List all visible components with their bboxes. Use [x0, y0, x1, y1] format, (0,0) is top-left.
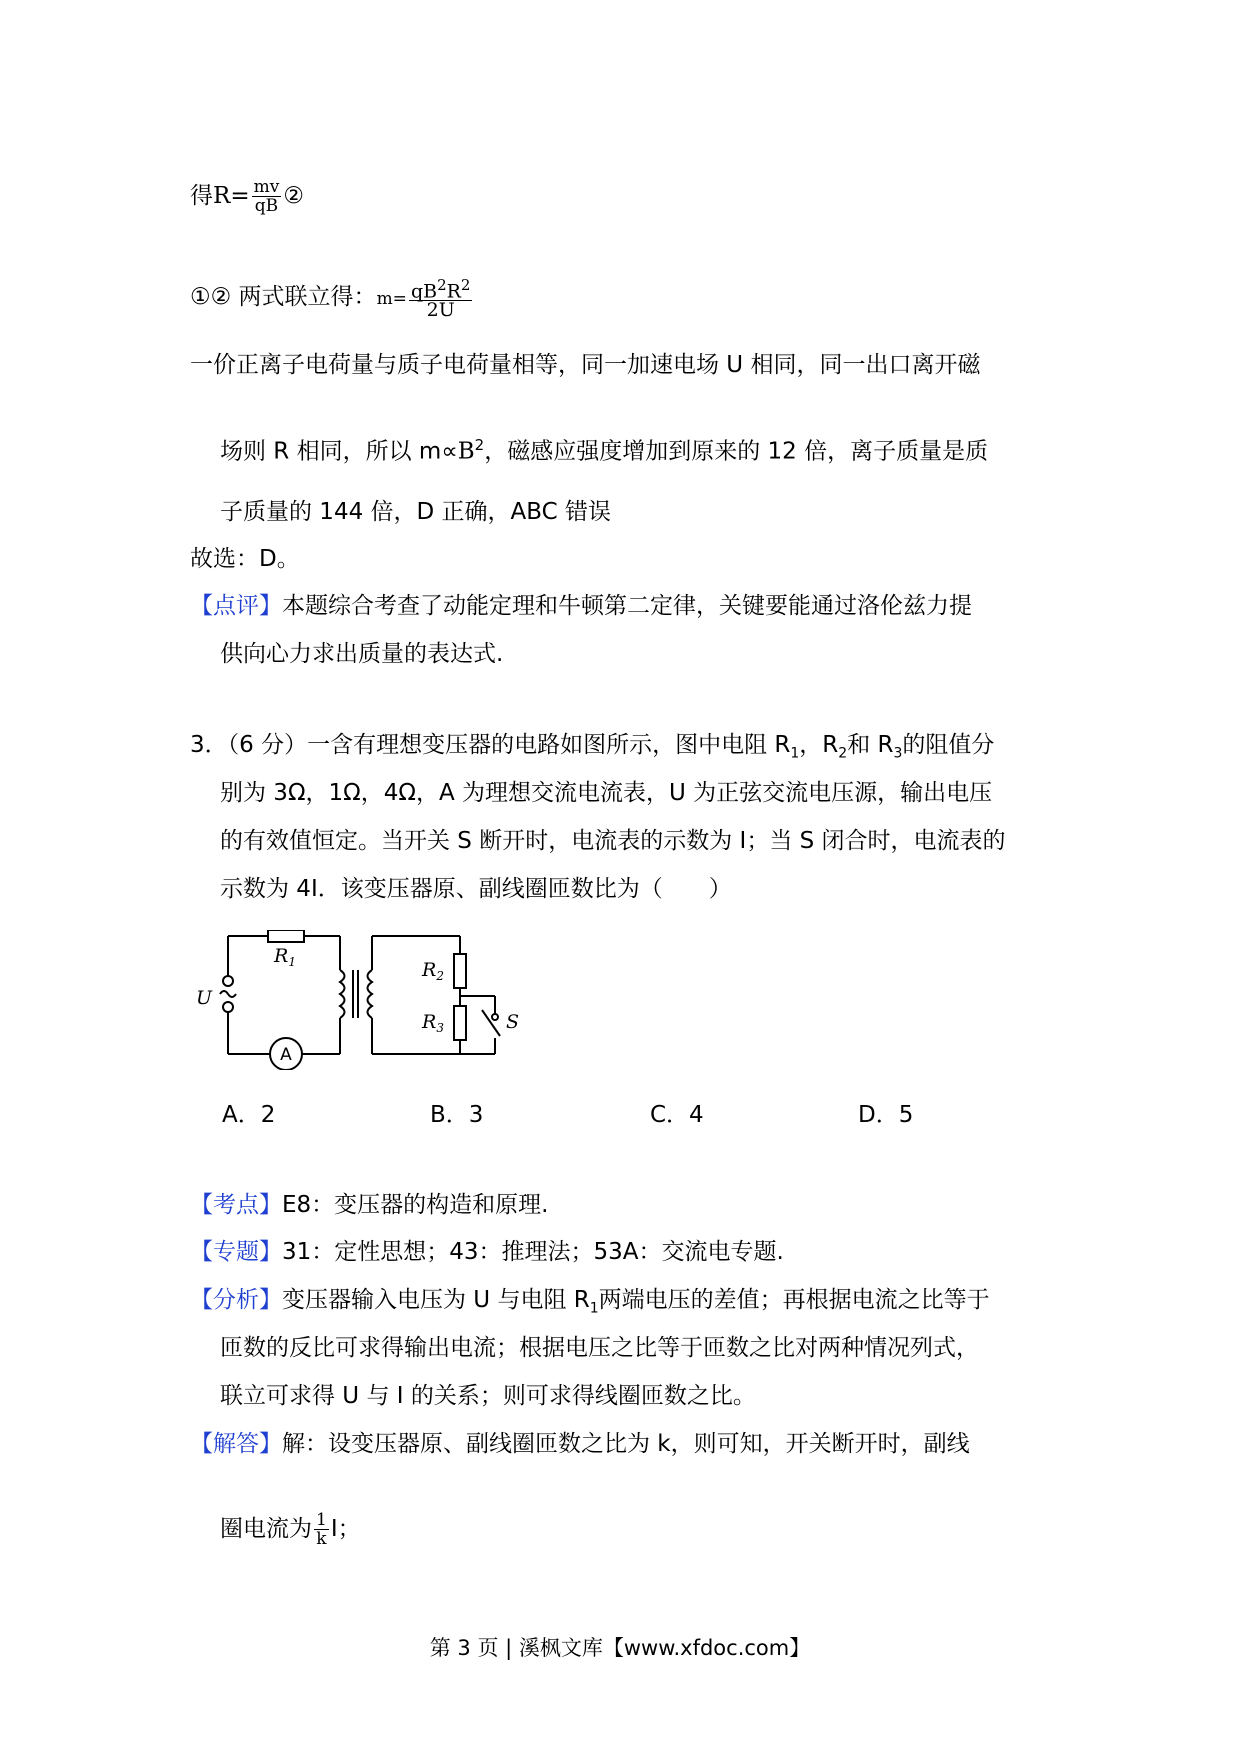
- r2-label: $R_2$: [422, 959, 444, 983]
- fraction: [409, 276, 473, 322]
- analysis-line-2: 匝数的反比可求得输出电流；根据电压之比等于匝数之比对两种情况列式，: [220, 1335, 979, 1361]
- analysis-line-1: [190, 1285, 990, 1324]
- text: E8：变压器的构造和原理.: [282, 1192, 549, 1218]
- fraction: [314, 1511, 329, 1548]
- fraction-numerator: 1: [316, 1510, 327, 1530]
- answer-tag: 【解答】: [190, 1431, 282, 1457]
- switch-contact-icon: [492, 1014, 498, 1020]
- fraction-numerator: [409, 276, 473, 301]
- text: I；: [330, 1516, 361, 1542]
- equation-lhs: R=: [213, 183, 250, 209]
- option-c: C．4: [650, 1102, 704, 1128]
- r2-resistor: [454, 954, 466, 988]
- transformer-circuit-diagram: [190, 930, 550, 1070]
- option-a: A．2: [222, 1102, 276, 1128]
- text: 和 R: [847, 732, 894, 758]
- question-line-4: 示数为 4I．该变压器原、副线圈匝数比为（ ）: [220, 876, 732, 902]
- analysis-line-3: 联立可求得 U 与 I 的关系；则可求得线圈匝数之比。: [220, 1383, 756, 1409]
- subscript: 3: [893, 745, 903, 762]
- exponent: 2: [474, 436, 485, 454]
- subscript: 1: [790, 745, 800, 762]
- source-terminal-icon: [223, 1002, 233, 1012]
- question-line-2: 别为 3Ω，1Ω，4Ω，A 为理想交流电流表，U 为正弦交流电压源，输出电压: [220, 780, 993, 806]
- source-terminal-icon: [223, 976, 233, 986]
- fraction-denominator: qB: [254, 196, 279, 216]
- review-line-2: 供向心力求出质量的表达式.: [220, 641, 504, 667]
- answer-line-2: [220, 1511, 361, 1548]
- text: 场则 R 相同，所以 m∝: [220, 438, 458, 465]
- equation-mark: ②: [283, 183, 304, 209]
- paragraph-line: [220, 430, 988, 467]
- subscript: 1: [589, 1300, 599, 1317]
- equation-line-combined: [190, 276, 474, 322]
- text: 的阻值分: [902, 732, 995, 758]
- r3-label: $R_3$: [422, 1011, 444, 1035]
- topic-tag: 【专题】: [190, 1239, 282, 1265]
- symbol-b: B: [457, 438, 475, 465]
- text: 解：设变压器原、副线圈匝数之比为 k，则可知，开关断开时，副线: [282, 1431, 970, 1457]
- text: 得: [190, 183, 213, 209]
- exponent: 2: [460, 276, 471, 294]
- equation-line-2: [190, 178, 304, 215]
- answer-choice-line: 故选：D。: [190, 546, 300, 572]
- question-line-3: 的有效值恒定。当开关 S 断开时，电流表的示数为 I；当 S 闭合时，电流表的: [220, 828, 1006, 854]
- text: 3．（6 分）一含有理想变压器的电路如图所示，图中电阻 R: [190, 732, 791, 758]
- analysis-tag: 【分析】: [190, 1287, 282, 1313]
- subscript: 2: [838, 745, 848, 762]
- page-footer: 第 3 页 | 溪枫文库【www.xfdoc.com】: [429, 1636, 811, 1660]
- text: 本题综合考查了动能定理和牛顿第二定律，关键要能通过洛伦兹力提: [282, 593, 972, 619]
- equation-lhs: m=: [376, 289, 407, 310]
- review-line-1: [190, 591, 972, 621]
- r1-resistor: [268, 930, 304, 942]
- exponent: 2: [437, 276, 447, 294]
- primary-coil: [340, 970, 345, 1018]
- text: ，磁感应强度增加到原来的 12 倍，离子质量是质: [484, 438, 989, 465]
- fraction: [252, 178, 282, 215]
- topic-line: [190, 1237, 784, 1267]
- text: 变压器输入电压为 U 与电阻 R: [282, 1287, 590, 1313]
- text: 圈电流为: [220, 1516, 312, 1542]
- answer-line-1: [190, 1429, 970, 1459]
- num-part: R: [446, 280, 461, 303]
- option-b: B．3: [430, 1102, 484, 1128]
- s-label: S: [506, 1011, 520, 1033]
- text: ，R: [799, 732, 839, 758]
- fraction-numerator: mv: [253, 177, 280, 197]
- text: ①② 两式联立得：: [190, 284, 377, 311]
- paragraph-line: 一价正离子电荷量与质子电荷量相等，同一加速电场 U 相同，同一出口离开磁: [190, 352, 981, 378]
- r3-resistor: [454, 1006, 466, 1040]
- option-d: D．5: [858, 1102, 914, 1128]
- review-tag: 【点评】: [190, 593, 282, 619]
- secondary-coil: [368, 970, 373, 1018]
- u-label: U: [196, 987, 213, 1009]
- fraction-denominator: 2U: [426, 299, 455, 322]
- question-line-1: [190, 730, 994, 769]
- fraction-denominator: k: [316, 1529, 327, 1549]
- num-part: qB: [410, 280, 438, 303]
- text: 31：定性思想；43：推理法；53A：交流电专题.: [282, 1239, 784, 1265]
- ammeter-label: A: [280, 1045, 292, 1065]
- r1-label: $R_1$: [274, 945, 296, 969]
- ac-source-icon: [220, 991, 236, 997]
- text: 两端电压的差值；再根据电流之比等于: [598, 1287, 990, 1313]
- knowledge-point-line: [190, 1190, 548, 1220]
- paragraph-line: 子质量的 144 倍，D 正确，ABC 错误: [220, 499, 612, 525]
- knowledge-point-tag: 【考点】: [190, 1192, 282, 1218]
